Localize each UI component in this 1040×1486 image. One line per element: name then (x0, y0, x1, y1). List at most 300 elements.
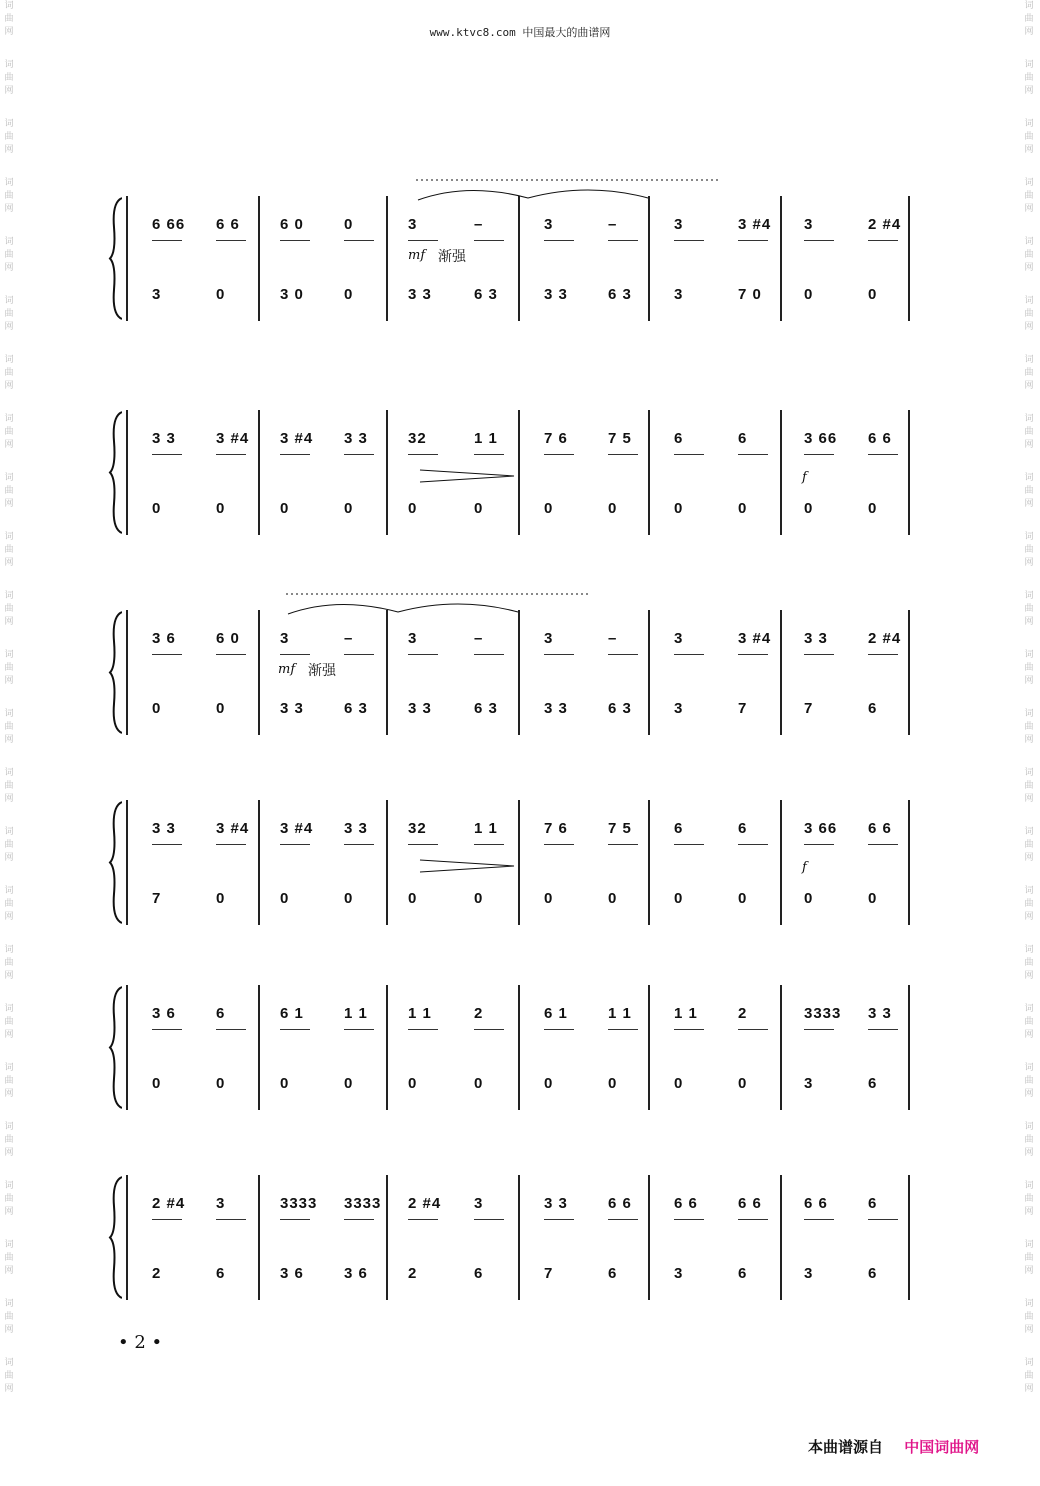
lower-note: 0 (152, 1075, 162, 1092)
beam-underline (674, 1029, 704, 1030)
bar-line (908, 196, 910, 321)
beam-underline (280, 654, 310, 655)
beam-underline (474, 654, 504, 655)
lower-note: 0 (408, 1075, 418, 1092)
system-start-line (126, 196, 128, 321)
beam-underline (152, 1029, 182, 1030)
dynamic-mf: mf (278, 662, 296, 677)
upper-note: 3333 (344, 1195, 382, 1212)
upper-note: – (474, 216, 484, 233)
watermark-text: 词曲网 (1024, 1299, 1034, 1335)
watermark-text: 词曲网 (4, 355, 14, 391)
upper-note: 6 (674, 430, 684, 447)
upper-note: – (608, 216, 618, 233)
upper-note: 6 6 (674, 1195, 698, 1212)
score-system (108, 985, 928, 1110)
upper-note: 6 6 (804, 1195, 828, 1212)
lower-note: 7 0 (738, 286, 762, 303)
dynamic-mf: mf (408, 248, 426, 263)
beam-underline (408, 240, 438, 241)
upper-note: 3 6 (152, 1005, 176, 1022)
bar-line (648, 410, 650, 535)
lower-note: 3 0 (280, 286, 304, 303)
lower-note: 6 3 (608, 286, 632, 303)
beam-underline (152, 1219, 182, 1220)
upper-note: 1 1 (608, 1005, 632, 1022)
crescendo-slur (278, 588, 598, 618)
bar-line (386, 610, 388, 735)
lower-note: 3 3 (544, 700, 568, 717)
beam-underline (674, 454, 704, 455)
system-start-line (126, 410, 128, 535)
bar-line (518, 985, 520, 1110)
watermark-text: 词曲网 (4, 237, 14, 273)
upper-note: 6 6 (738, 1195, 762, 1212)
lower-note: 0 (674, 890, 684, 907)
upper-note: 3 3 (344, 820, 368, 837)
lower-note: 0 (216, 1075, 226, 1092)
lower-note: 0 (216, 700, 226, 717)
watermark-text: 词曲网 (4, 473, 14, 509)
bar-line (780, 610, 782, 735)
beam-underline (152, 654, 182, 655)
watermark-text: 词曲网 (1024, 178, 1034, 214)
bar-line (386, 196, 388, 321)
beam-underline (474, 240, 504, 241)
watermark-text: 词曲网 (1024, 1, 1034, 37)
beam-underline (474, 1219, 504, 1220)
site-header: www.ktvc8.com 中国最大的曲谱网 (429, 26, 611, 39)
beam-underline (216, 844, 246, 845)
lower-note: 0 (868, 890, 878, 907)
upper-note: 2 #4 (408, 1195, 442, 1212)
upper-note: 3 (674, 216, 684, 233)
bar-line (780, 410, 782, 535)
upper-note: 6 0 (280, 216, 304, 233)
beam-underline (674, 844, 704, 845)
upper-note: 6 6 (868, 430, 892, 447)
lower-note: 0 (280, 500, 290, 517)
lower-note: 7 (152, 890, 162, 907)
upper-note: 3 3 (544, 1195, 568, 1212)
beam-underline (674, 240, 704, 241)
beam-underline (216, 1029, 246, 1030)
lower-note: 0 (344, 1075, 354, 1092)
lower-note: 0 (804, 286, 814, 303)
system-start-line (126, 1175, 128, 1300)
crescendo-text: 渐强 (308, 663, 336, 679)
watermark-text: 词曲网 (1024, 591, 1034, 627)
upper-note: 32 (408, 430, 427, 447)
beam-underline (544, 1029, 574, 1030)
beam-underline (738, 654, 768, 655)
bar-line (648, 196, 650, 321)
footer (808, 1436, 979, 1457)
watermark-text: 词曲网 (4, 591, 14, 627)
beam-underline (804, 654, 834, 655)
lower-note: 0 (408, 890, 418, 907)
watermark-text: 词曲网 (4, 650, 14, 686)
watermark-text: 词曲网 (1024, 1004, 1034, 1040)
beam-underline (674, 1219, 704, 1220)
lower-note: 0 (608, 500, 618, 517)
lower-note: 2 (152, 1265, 162, 1282)
lower-note: 3 (674, 700, 684, 717)
watermark-text: 词曲网 (4, 768, 14, 804)
watermark-text: 词曲网 (4, 178, 14, 214)
beam-underline (868, 844, 898, 845)
lower-note: 0 (674, 500, 684, 517)
beam-underline (804, 844, 834, 845)
beam-underline (216, 240, 246, 241)
lower-note: 0 (280, 890, 290, 907)
watermark-text: 词曲网 (4, 945, 14, 981)
system-brace (108, 985, 122, 1110)
score-system (108, 410, 928, 535)
upper-note: 3333 (804, 1005, 842, 1022)
beam-underline (544, 844, 574, 845)
upper-note: 3 #4 (216, 430, 250, 447)
watermark-text: 词曲网 (1024, 296, 1034, 332)
upper-note: 1 1 (474, 820, 498, 837)
watermark-text: 词曲网 (1024, 709, 1034, 745)
upper-note: 32 (408, 820, 427, 837)
system-start-line (126, 800, 128, 925)
watermark-text: 词曲网 (1024, 1063, 1034, 1099)
beam-underline (344, 844, 374, 845)
upper-note: 6 (216, 1005, 226, 1022)
lower-note: 6 (738, 1265, 748, 1282)
watermark-text: 词曲网 (4, 827, 14, 863)
beam-underline (216, 1219, 246, 1220)
bar-line (518, 1175, 520, 1300)
upper-note: 3 66 (804, 430, 838, 447)
watermark-text: 词曲网 (1024, 1240, 1034, 1276)
watermark-text: 词曲网 (4, 1122, 14, 1158)
watermark-text: 词曲网 (1024, 532, 1034, 568)
lower-note: 0 (804, 500, 814, 517)
bar-line (258, 800, 260, 925)
system-brace (108, 196, 122, 321)
watermark-text: 词曲网 (1024, 768, 1034, 804)
watermark-text: 词曲网 (4, 1240, 14, 1276)
system-brace (108, 800, 122, 925)
beam-underline (280, 454, 310, 455)
upper-note: 6 6 (216, 216, 240, 233)
upper-note: 6 (868, 1195, 878, 1212)
lower-note: 0 (474, 1075, 484, 1092)
beam-underline (280, 240, 310, 241)
bar-line (648, 610, 650, 735)
lower-note: 7 (804, 700, 814, 717)
lower-note: 0 (344, 890, 354, 907)
beam-underline (408, 654, 438, 655)
beam-underline (344, 454, 374, 455)
bar-line (780, 800, 782, 925)
watermark-text: 词曲网 (4, 1, 14, 37)
beam-underline (544, 454, 574, 455)
side-watermark-left (2, 0, 16, 1486)
beam-underline (408, 844, 438, 845)
lower-note: 0 (474, 500, 484, 517)
watermark-text: 词曲网 (1024, 60, 1034, 96)
lower-note: 3 (804, 1075, 814, 1092)
bar-line (780, 1175, 782, 1300)
upper-note: 3 (804, 216, 814, 233)
beam-underline (868, 654, 898, 655)
upper-note: 2 (738, 1005, 748, 1022)
lower-note: 0 (738, 1075, 748, 1092)
upper-note: 3 (674, 630, 684, 647)
score-system (108, 196, 928, 321)
watermark-text: 词曲网 (1024, 473, 1034, 509)
upper-note: – (344, 630, 354, 647)
lower-note: 0 (544, 890, 554, 907)
beam-underline (608, 844, 638, 845)
upper-note: 6 66 (152, 216, 186, 233)
watermark-text: 词曲网 (4, 1004, 14, 1040)
beam-underline (216, 454, 246, 455)
watermark-text: 词曲网 (1024, 650, 1034, 686)
bar-line (258, 196, 260, 321)
upper-note: 2 (474, 1005, 484, 1022)
lower-note: 3 3 (408, 286, 432, 303)
upper-note: 7 6 (544, 820, 568, 837)
upper-note: 3 (280, 630, 290, 647)
bar-line (908, 985, 910, 1110)
lower-note: 3 (152, 286, 162, 303)
bar-line (518, 196, 520, 321)
upper-note: 3333 (280, 1195, 318, 1212)
beam-underline (280, 844, 310, 845)
lower-note: 0 (216, 286, 226, 303)
watermark-text: 词曲网 (1024, 1358, 1034, 1394)
bar-line (386, 410, 388, 535)
lower-note: 6 (474, 1265, 484, 1282)
lower-note: 7 (738, 700, 748, 717)
system-start-line (126, 985, 128, 1110)
watermark-text: 词曲网 (4, 709, 14, 745)
beam-underline (474, 1029, 504, 1030)
beam-underline (344, 1219, 374, 1220)
watermark-text: 词曲网 (1024, 945, 1034, 981)
beam-underline (408, 1219, 438, 1220)
lower-note: 0 (280, 1075, 290, 1092)
bar-line (386, 1175, 388, 1300)
lower-note: 6 (868, 1075, 878, 1092)
upper-note: 3 #4 (738, 216, 772, 233)
upper-note: 3 3 (152, 820, 176, 837)
bar-line (780, 985, 782, 1110)
beam-underline (738, 1029, 768, 1030)
lower-note: 0 (344, 500, 354, 517)
lower-note: 0 (868, 286, 878, 303)
system-brace (108, 1175, 122, 1300)
watermark-text: 词曲网 (4, 1181, 14, 1217)
watermark-text: 词曲网 (1024, 355, 1034, 391)
upper-note: 7 5 (608, 430, 632, 447)
upper-note: 7 6 (544, 430, 568, 447)
upper-note: 7 5 (608, 820, 632, 837)
upper-note: 1 1 (344, 1005, 368, 1022)
lower-note: 6 (868, 1265, 878, 1282)
upper-note: 3 #4 (216, 820, 250, 837)
upper-note: – (474, 630, 484, 647)
bar-line (648, 985, 650, 1110)
bar-line (518, 410, 520, 535)
bar-line (908, 610, 910, 735)
beam-underline (804, 1029, 834, 1030)
lower-note: 6 (608, 1265, 618, 1282)
beam-underline (738, 454, 768, 455)
lower-note: 6 3 (344, 700, 368, 717)
beam-underline (868, 1029, 898, 1030)
upper-note: 3 3 (152, 430, 176, 447)
upper-note: 3 3 (804, 630, 828, 647)
lower-note: 2 (408, 1265, 418, 1282)
lower-note: 3 6 (280, 1265, 304, 1282)
watermark-text: 词曲网 (4, 119, 14, 155)
dynamic-forte: f (802, 860, 807, 875)
upper-note: 6 6 (608, 1195, 632, 1212)
upper-note: 3 #4 (280, 820, 314, 837)
lower-note: 0 (474, 890, 484, 907)
side-watermark-right (1022, 0, 1036, 1486)
lower-note: 0 (608, 890, 618, 907)
lower-note: 3 (674, 1265, 684, 1282)
bar-line (386, 985, 388, 1110)
bar-line (780, 196, 782, 321)
lower-note: 3 (804, 1265, 814, 1282)
upper-note: 6 1 (280, 1005, 304, 1022)
lower-note: 0 (868, 500, 878, 517)
beam-underline (344, 240, 374, 241)
upper-note: 6 0 (216, 630, 240, 647)
upper-note: 1 1 (408, 1005, 432, 1022)
watermark-text: 词曲网 (1024, 886, 1034, 922)
lower-note: 0 (804, 890, 814, 907)
beam-underline (216, 654, 246, 655)
upper-note: 3 (544, 216, 554, 233)
watermark-text: 词曲网 (1024, 414, 1034, 450)
lower-note: 0 (544, 1075, 554, 1092)
upper-note: 3 (474, 1195, 484, 1212)
score-system (108, 610, 928, 735)
lower-note: 0 (216, 500, 226, 517)
upper-note: 1 1 (674, 1005, 698, 1022)
upper-note: 3 3 (868, 1005, 892, 1022)
beam-underline (738, 240, 768, 241)
upper-note: 6 (738, 430, 748, 447)
upper-note: 3 #4 (738, 630, 772, 647)
bar-line (386, 800, 388, 925)
beam-underline (804, 454, 834, 455)
beam-underline (408, 1029, 438, 1030)
lower-note: 3 3 (408, 700, 432, 717)
watermark-text: 词曲网 (1024, 1122, 1034, 1158)
bar-line (258, 1175, 260, 1300)
lower-note: 0 (738, 890, 748, 907)
watermark-text: 词曲网 (1024, 827, 1034, 863)
beam-underline (408, 454, 438, 455)
beam-underline (738, 1219, 768, 1220)
bar-line (518, 610, 520, 735)
beam-underline (152, 454, 182, 455)
upper-note: – (608, 630, 618, 647)
beam-underline (868, 240, 898, 241)
bar-line (908, 410, 910, 535)
bar-line (258, 985, 260, 1110)
page-number-value: 2 (134, 1332, 146, 1353)
bar-line (258, 410, 260, 535)
lower-note: 0 (216, 890, 226, 907)
upper-note: 2 #4 (152, 1195, 186, 1212)
system-brace (108, 610, 122, 735)
lower-note: 0 (738, 500, 748, 517)
upper-note: 3 (544, 630, 554, 647)
score-system (108, 1175, 928, 1300)
lower-note: 6 (216, 1265, 226, 1282)
bar-line (648, 1175, 650, 1300)
upper-note: 0 (344, 216, 354, 233)
bar-line (258, 610, 260, 735)
beam-underline (344, 654, 374, 655)
lower-note: 6 3 (474, 286, 498, 303)
beam-underline (868, 454, 898, 455)
upper-note: 3 3 (344, 430, 368, 447)
watermark-text: 词曲网 (1024, 119, 1034, 155)
upper-note: 3 66 (804, 820, 838, 837)
lower-note: 6 (868, 700, 878, 717)
beam-underline (804, 1219, 834, 1220)
crescendo-text: 渐强 (438, 249, 466, 265)
system-brace (108, 410, 122, 535)
upper-note: 3 #4 (280, 430, 314, 447)
upper-note: 3 (408, 216, 418, 233)
beam-underline (280, 1029, 310, 1030)
beam-underline (474, 454, 504, 455)
upper-note: 2 #4 (868, 630, 902, 647)
footer-source-label: 本曲谱源自 (808, 1438, 884, 1456)
watermark-text: 词曲网 (4, 1299, 14, 1335)
beam-underline (608, 654, 638, 655)
beam-underline (608, 454, 638, 455)
beam-underline (608, 1219, 638, 1220)
beam-underline (152, 844, 182, 845)
crescendo-slur (408, 174, 728, 204)
lower-note: 0 (608, 1075, 618, 1092)
lower-note: 3 3 (280, 700, 304, 717)
lower-note: 6 3 (474, 700, 498, 717)
watermark-text: 词曲网 (4, 886, 14, 922)
bar-line (908, 1175, 910, 1300)
upper-note: 2 #4 (868, 216, 902, 233)
upper-note: 6 6 (868, 820, 892, 837)
watermark-text: 词曲网 (4, 1358, 14, 1394)
lower-note: 0 (544, 500, 554, 517)
watermark-text: 词曲网 (4, 414, 14, 450)
upper-note: 3 (216, 1195, 226, 1212)
upper-note: 6 (674, 820, 684, 837)
lower-note: 3 6 (344, 1265, 368, 1282)
beam-underline (280, 1219, 310, 1220)
upper-note: 6 (738, 820, 748, 837)
beam-underline (344, 1029, 374, 1030)
watermark-text: 词曲网 (4, 532, 14, 568)
beam-underline (608, 1029, 638, 1030)
footer-brand: 中国词曲网 (904, 1438, 980, 1456)
beam-underline (152, 240, 182, 241)
